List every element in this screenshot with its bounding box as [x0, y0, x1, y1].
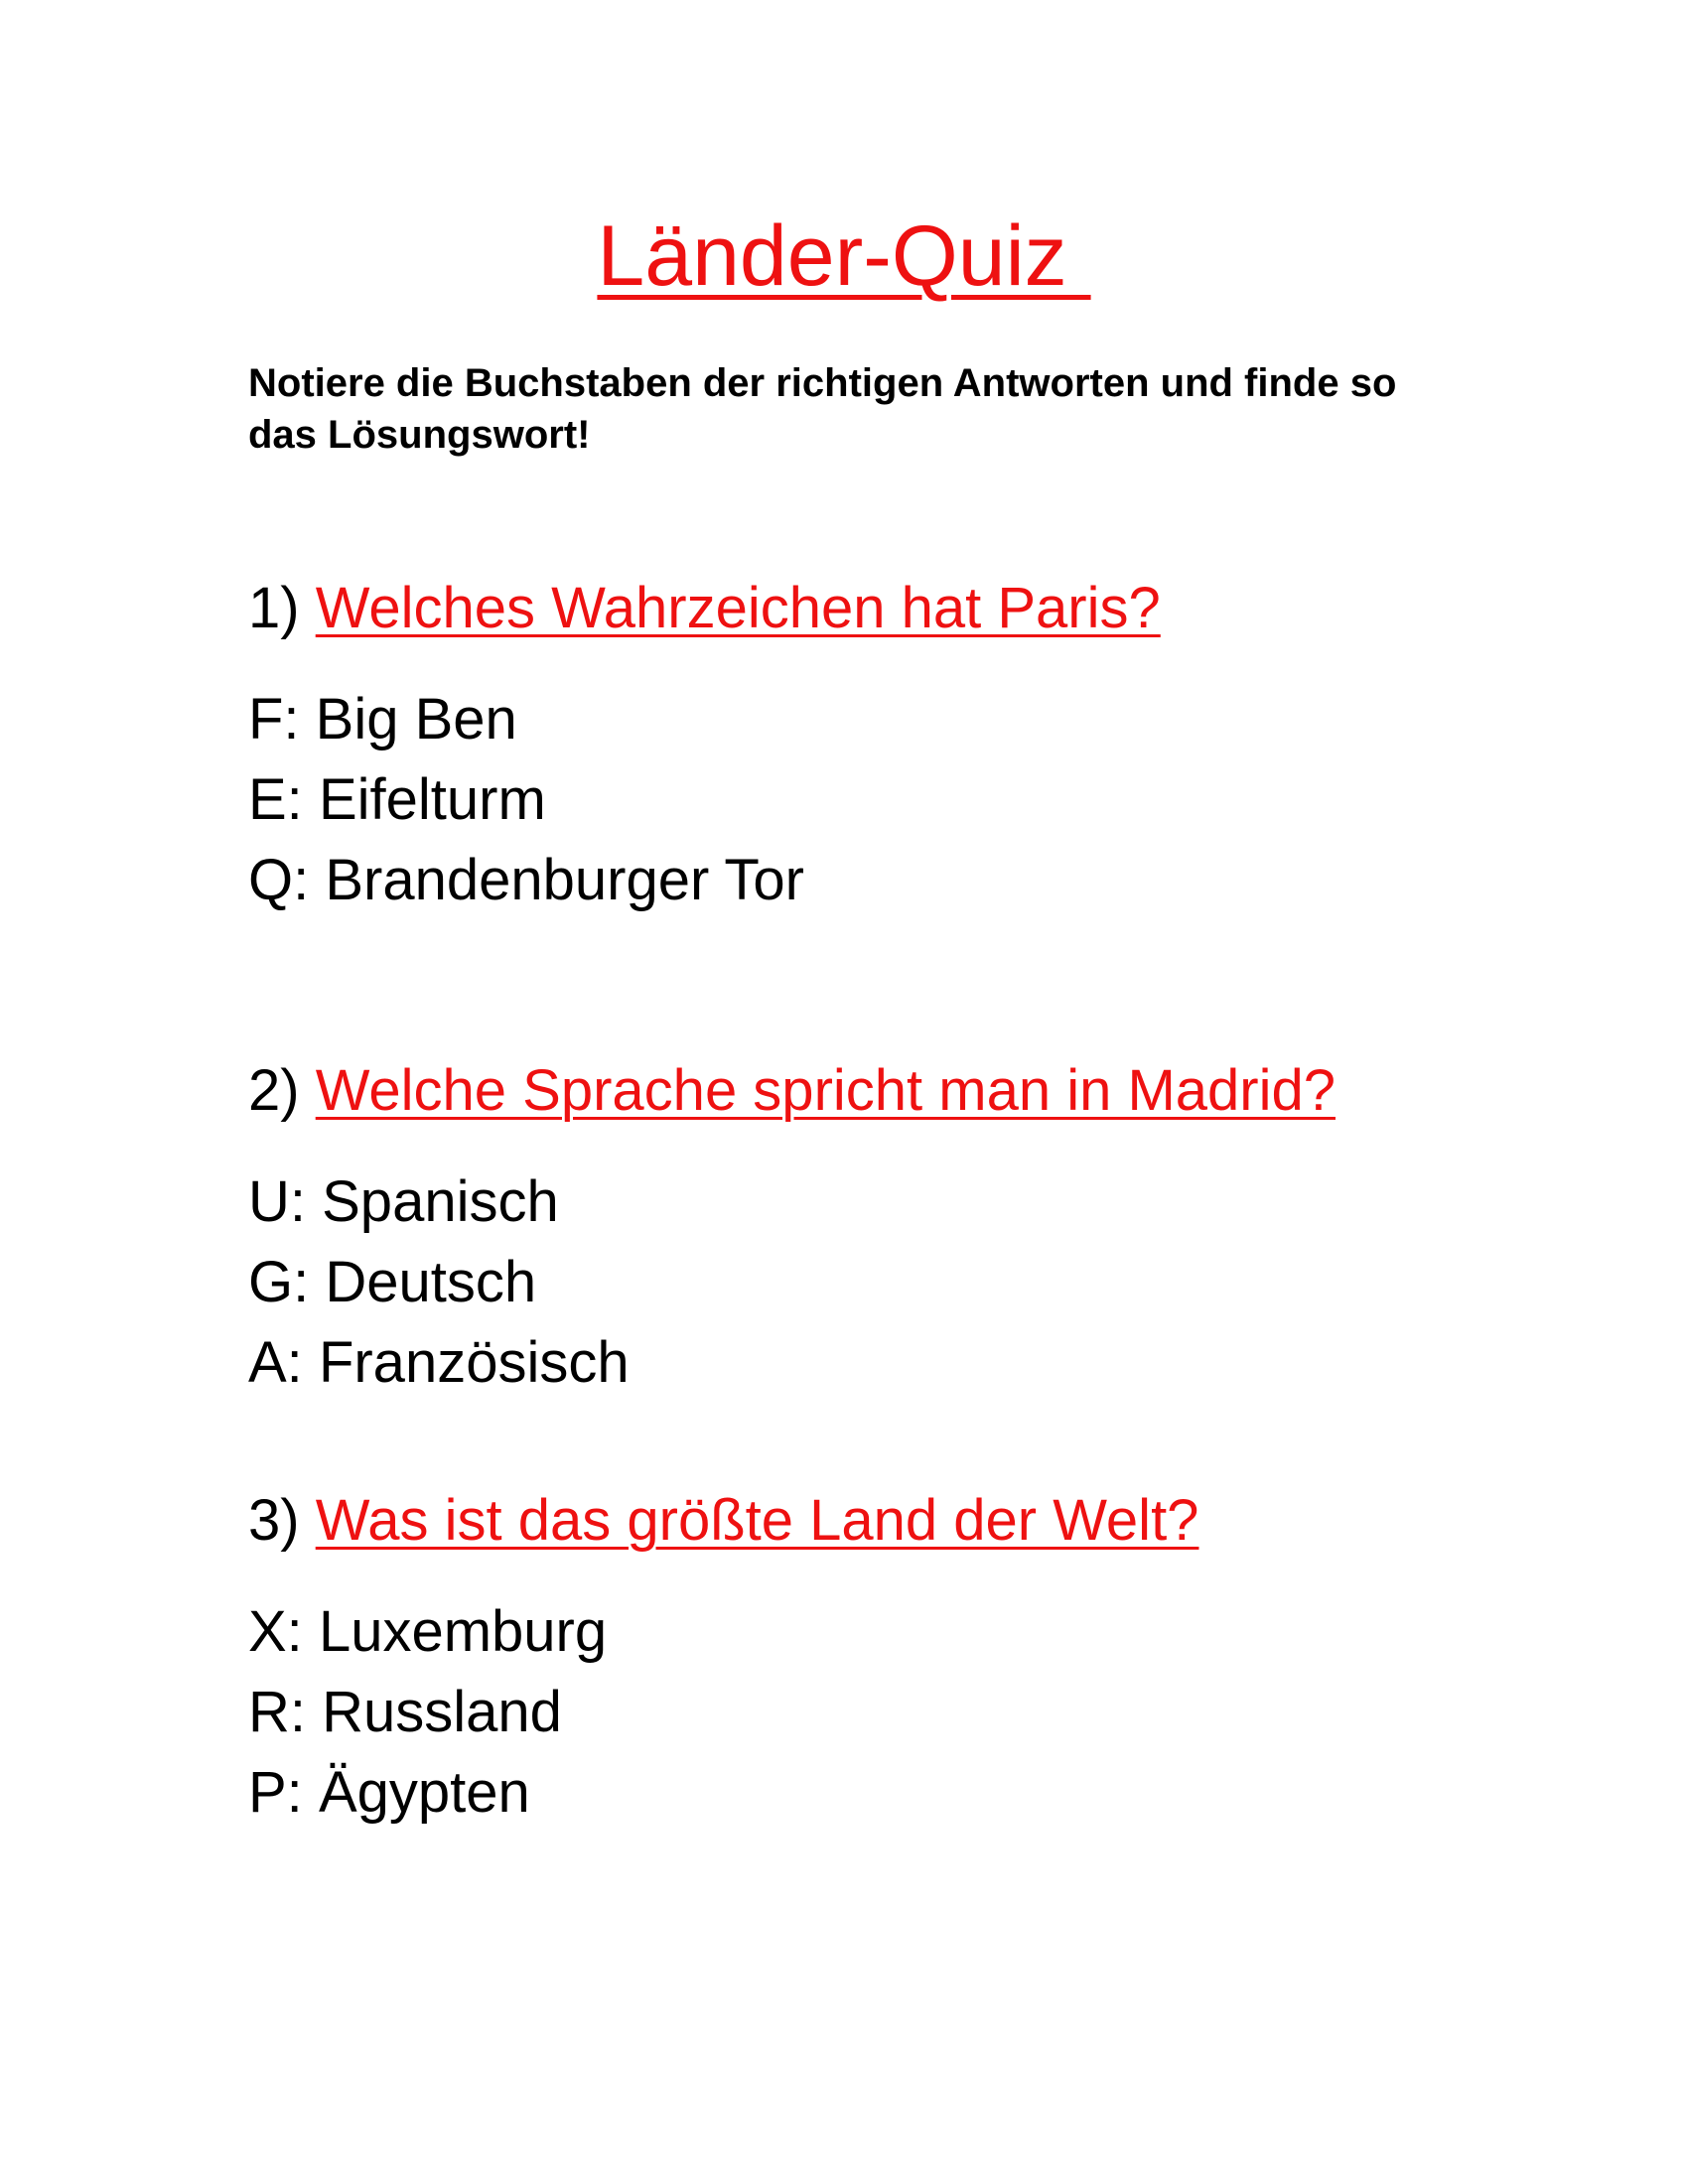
question-text: Welche Sprache spricht man in Madrid?: [315, 1058, 1336, 1123]
answer-option: [248, 679, 1539, 759]
question-text: Welches Wahrzeichen hat Paris?: [315, 576, 1161, 640]
page-title: Länder-Quiz: [597, 208, 1091, 304]
answer-text: Französisch: [318, 1330, 630, 1395]
answer-list: [248, 679, 1539, 920]
question-block-1: [248, 574, 1539, 920]
answer-text: Big Ben: [315, 687, 517, 751]
answer-text: Spanisch: [322, 1169, 559, 1234]
answer-letter: A:: [248, 1330, 303, 1395]
question-3: [248, 1486, 1539, 1556]
answer-option: [248, 840, 1539, 920]
answer-letter: U:: [248, 1169, 306, 1234]
question-block-2: [248, 1056, 1539, 1403]
answer-list: [248, 1161, 1539, 1403]
answer-text: Ägypten: [318, 1760, 530, 1825]
answer-text: Eifelturm: [318, 767, 546, 832]
answer-option: [248, 1322, 1539, 1403]
answer-list: [248, 1591, 1539, 1833]
answer-text: Brandenburger Tor: [325, 848, 804, 912]
question-number: 2): [248, 1058, 300, 1123]
answer-text: Luxemburg: [318, 1599, 608, 1664]
answer-option: [248, 1161, 1539, 1242]
question-text: Was ist das größte Land der Welt?: [315, 1488, 1199, 1553]
answer-letter: E:: [248, 767, 303, 832]
question-number: 3): [248, 1488, 300, 1553]
answer-option: [248, 1672, 1539, 1752]
answer-text: Deutsch: [325, 1250, 537, 1314]
answer-option: [248, 759, 1539, 840]
instructions-text: Notiere die Buchstaben der richtigen Antworten und finde so das Lösungswort!: [248, 361, 1397, 457]
question-1: [248, 574, 1539, 643]
question-block-3: [248, 1486, 1539, 1833]
answer-letter: X:: [248, 1599, 303, 1664]
answer-text: Russland: [322, 1680, 562, 1744]
answer-letter: Q:: [248, 848, 310, 912]
answer-letter: P:: [248, 1760, 303, 1825]
answer-letter: G:: [248, 1250, 310, 1314]
answer-option: [248, 1242, 1539, 1322]
answer-option: [248, 1591, 1539, 1672]
answer-letter: R:: [248, 1680, 306, 1744]
question-2: [248, 1056, 1539, 1126]
question-number: 1): [248, 576, 300, 640]
answer-letter: F:: [248, 687, 300, 751]
answer-option: [248, 1752, 1539, 1833]
